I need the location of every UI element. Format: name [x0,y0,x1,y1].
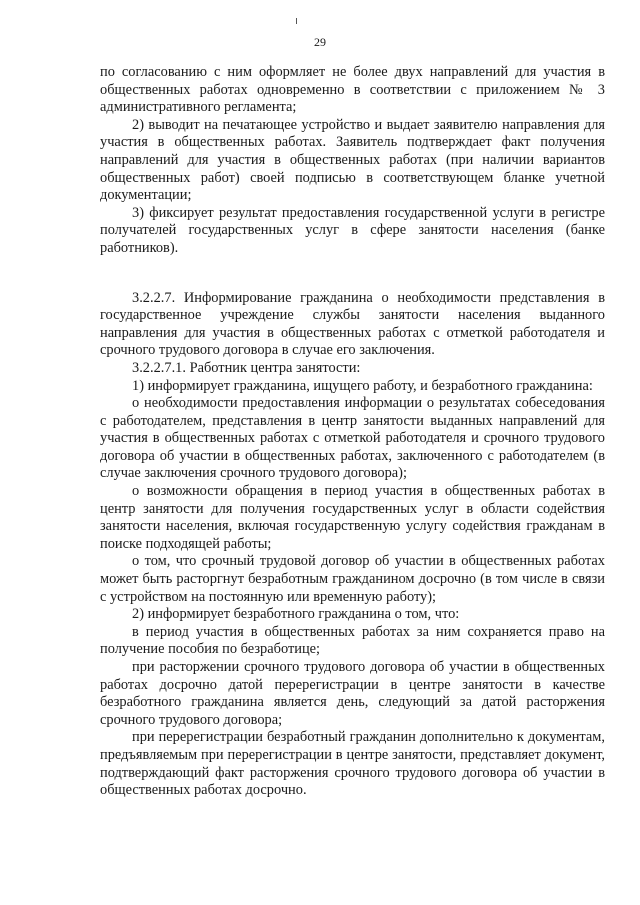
document-body [100,64,605,800]
paragraph-possibility-appeal: о возможности обращения в период участия в общественных работах в центр занятости для получения государственных услуг в области содействия занятости населения, включая государственную услугу содействия гражданам в поиске подходящей работы; [100,483,605,552]
scan-mark [296,18,297,24]
paragraph-informs-unemployed: 2) информирует безработного гражданина о том, что: [132,606,460,623]
paragraph-contract-termination: о том, что срочный трудовой договор об участии в общественных работах может быть расторгнут безработным гражданином досрочно (в том числе в связи с устройством на постоянную или временную работу); [100,553,605,605]
paragraph-necessity-info: о необходимости предоставления информации о результатах собеседования с работодателем, представления в центр занятости выданных направлений для участия в общественных работах с отметкой работодателя и срочного трудового договора об участии в общественных работах, заключенного с работодателем (в случае заключения срочного трудового договора); [100,395,605,482]
paragraph-item-3: 3) фиксирует результат предоставления государственной услуги в регистре получателей государственных услуг в сфере занятости населения (банке работников). [100,204,605,256]
subsection-heading-3-2-2-7-1: 3.2.2.7.1. Работник центра занятости: [132,359,361,376]
paragraph-continuation: по согласованию с ним оформляет не более двух направлений для участия в общественных работах одновременно в соответствии с приложением № 3 административного регламента; [100,64,605,116]
paragraph-benefit-right: в период участия в общественных работах за ним сохраняется право на получение пособия по безработице; [100,623,605,658]
paragraph-reregistration-documents: при перерегистрации безработный гражданин дополнительно к документам, предъявляемым при перерегистрации в центре занятости, представляет документ, подтверждающий факт расторжения срочного трудового договора об участии в общественных работах досрочно. [100,729,605,799]
paragraph-informs-citizen: 1) информирует гражданина, ищущего работу, и безработного гражданина: [132,377,593,394]
section-heading-3-2-2-7: 3.2.2.7. Информирование гражданина о необходимости представления в государственное учреждение службы занятости населения выданного направления для участия в общественных работах с отметкой работодателя и срочного трудового договора в случае его заключения. [100,289,605,359]
page-number: 29 [314,35,326,49]
paragraph-item-2: 2) выводит на печатающее устройство и выдает заявителю направления для участия в общественных работах. Заявитель подтверждает факт получения направлений для участия в общественных работах (при наличии вариантов общественных работ) своей подписью в соответствующем бланке учетной документации; [100,116,605,204]
paragraph-reregistration-date: при расторжении срочного трудового договора об участии в общественных работах досрочно датой перерегистрации в центре занятости в качестве безработного гражданина является день, следующий за датой расторжения срочного трудового договора; [100,659,605,728]
